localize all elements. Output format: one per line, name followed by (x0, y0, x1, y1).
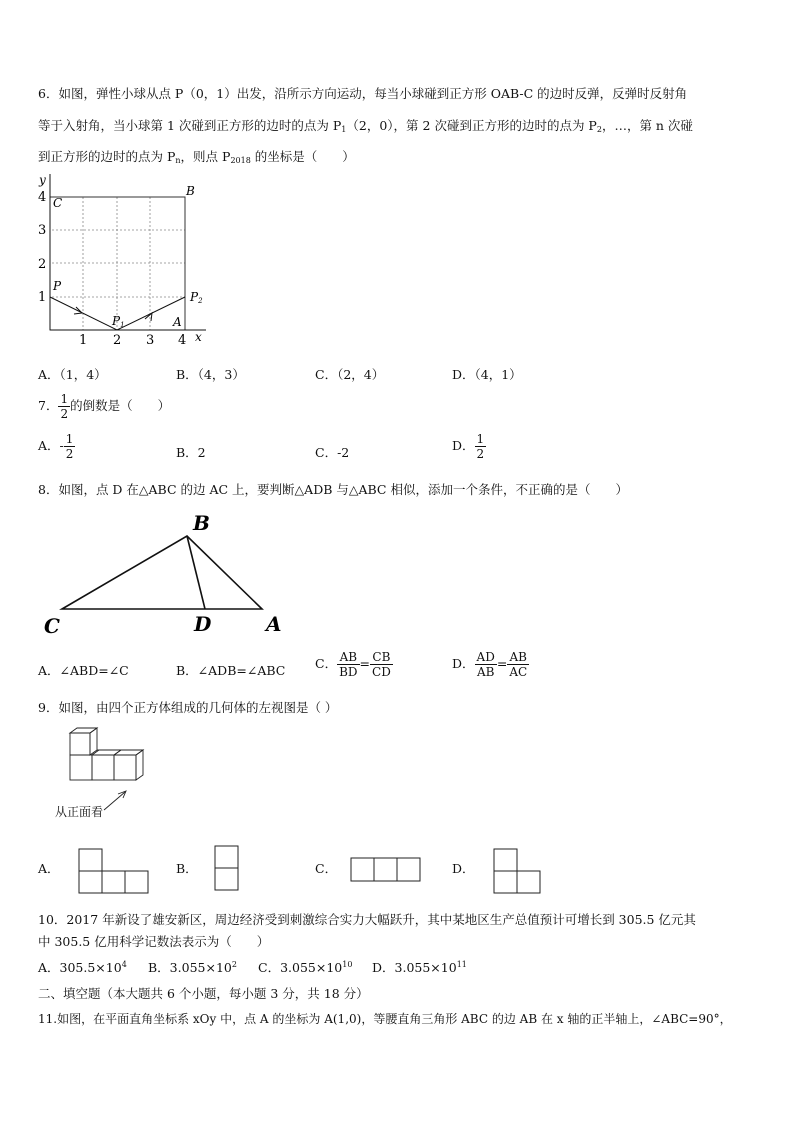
q9-option-d-figure[interactable] (493, 848, 543, 894)
label-a: A (266, 612, 282, 636)
q6-option-c[interactable]: C．（2，4） (315, 367, 385, 382)
q10-text-line2: 中 305.5 亿用科学记数法表示为（ ） (38, 934, 270, 949)
q10-option-c[interactable]: C．$3.055\times 10^{10}$ (258, 960, 353, 975)
q7-fraction: $\frac{1}{2}$ (60, 392, 69, 421)
q9-option-a-figure[interactable] (78, 848, 150, 894)
q10-text-line1: 10．2017 年新设了雄安新区，周边经济受到刺激综合实力大幅跃升，其中某地区生产总值预计可增长到 305.5 亿元其 (38, 912, 696, 927)
q11-text-line1: 11.如图，在平面直角坐标系 xOy 中，点 A 的坐标为 A(1,0)，等腰直角三角形 ABC 的边 AB 在 x 轴的正半轴上，∠ABC=90°， (38, 1012, 732, 1026)
label-b: B (186, 184, 195, 198)
q9-option-b-label[interactable]: B． (176, 861, 198, 876)
front-view-label: 从正面看 (55, 805, 104, 819)
q8-option-d[interactable]: D． $\frac{AD}{AB}$ = $\frac{AB}{AC}$ (452, 650, 528, 679)
x-tick-2: 2 (113, 333, 122, 348)
triangle-abc (62, 536, 262, 609)
x-tick-4: 4 (178, 333, 187, 348)
label-c: C (53, 196, 63, 210)
label-a: A (173, 315, 182, 329)
label-p: P (53, 279, 62, 293)
label-p2: P2 (190, 290, 203, 305)
q8-triangle-figure (38, 510, 298, 640)
q6-option-a[interactable]: A．（1，4） (38, 367, 107, 382)
q7-option-c[interactable]: C．-2 (315, 445, 350, 460)
q10-option-a[interactable]: A．$305.5\times 10^4$ (38, 960, 127, 975)
x-tick-3: 3 (146, 333, 155, 348)
q6-grid-figure (30, 170, 220, 350)
y-tick-4: 4 (38, 190, 47, 205)
section-2-title: 二、填空题（本大题共 6 个小题，每小题 3 分，共 18 分） (38, 986, 369, 1001)
y-tick-3: 3 (38, 223, 47, 238)
x-tick-1: 1 (79, 333, 88, 348)
grid-lines (52, 197, 185, 330)
y-tick-2: 2 (38, 257, 47, 272)
y-axis-label: y (39, 173, 46, 187)
q8-option-a[interactable]: A．∠ABD=∠C (38, 663, 129, 678)
q9-text: 9．如图，由四个正方体组成的几何体的左视图是（ ） (38, 700, 338, 715)
q7-text: 7． $\frac{1}{2}$ 的倒数是（ ） (38, 392, 171, 421)
q6-option-d[interactable]: D．（4，1） (452, 367, 522, 382)
q7-option-b[interactable]: B．2 (176, 445, 206, 460)
segment-bd (187, 536, 205, 609)
square-oabc (50, 197, 185, 330)
q8-option-b[interactable]: B．∠ADB=∠ABC (176, 663, 286, 678)
q6-option-b[interactable]: B．（4，3） (176, 367, 245, 382)
label-c: C (44, 614, 60, 638)
q6-text-line2: 等于入射角，当小球第 1 次碰到正方形的边时的点为 $P_1(2$，0），第 2 次碰到正方形的边时的点为 $P_2$，…，第 n 次碰 (38, 118, 693, 134)
cube-stack (70, 728, 143, 780)
q9-option-d-label[interactable]: D． (452, 861, 475, 876)
q10-option-d[interactable]: D．$3.055\times 10^{11}$ (372, 960, 467, 975)
q8-option-c[interactable]: C． $\frac{AB}{BD}$ = $\frac{CB}{CD}$ (315, 650, 391, 679)
q8-text: 8．如图，点 D 在△ABC 的边 AC 上，要判断△ADB 与△ABC 相似，添加一个条件，不正确的是（ ） (38, 482, 628, 497)
label-b: B (193, 511, 210, 535)
q6-text-line1: 6．如图，弹性小球从点 P（0，1）出发，沿所示方向运动，每当小球碰到正方形 OAB-C 的边时反弹，反弹时反射角 (38, 86, 688, 101)
q6-text-line3: 到正方形的边时的点为 $P_n$，则点 $P_{2018}$ 的坐标是（ ） (38, 149, 355, 165)
y-tick-1: 1 (38, 290, 47, 305)
view-arrow (104, 792, 125, 810)
label-d: D (194, 612, 212, 636)
q7-option-d[interactable]: D． $\frac{1}{2}$ (452, 432, 485, 461)
q9-option-a-label[interactable]: A． (38, 861, 60, 876)
q10-option-b[interactable]: B．$3.055\times 10^2$ (148, 960, 237, 975)
q7-option-a[interactable]: A．- $\frac{1}{2}$ (38, 432, 74, 461)
q9-option-b-figure[interactable] (214, 845, 240, 891)
label-p1: P1 (112, 314, 125, 329)
q9-option-c-figure[interactable] (350, 857, 422, 883)
x-axis-label: x (195, 330, 202, 344)
q9-option-c-label[interactable]: C． (315, 861, 338, 876)
